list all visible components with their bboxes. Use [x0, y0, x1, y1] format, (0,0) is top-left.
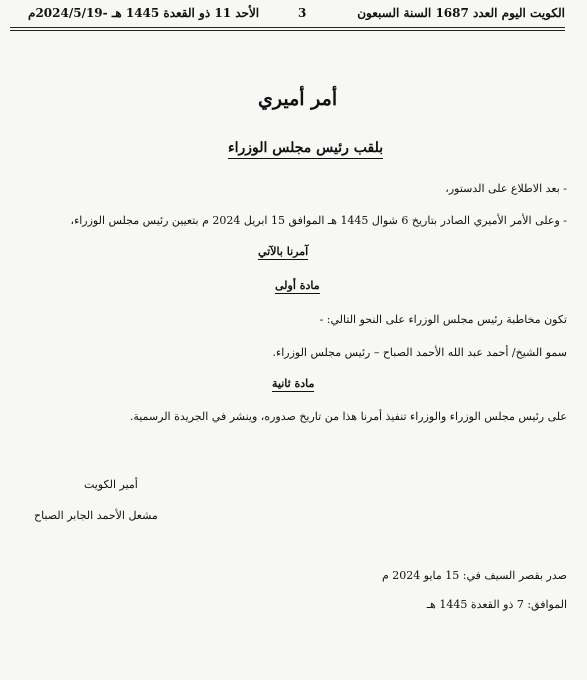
header-issue-info: الكويت اليوم العدد 1687 السنة السبعون [357, 6, 565, 20]
article-1-text: تكون مخاطبة رئيس مجلس الوزراء على النحو التالي: - [319, 313, 567, 326]
corresponding-date: الموافق: 7 ذو القعدة 1445 هـ [426, 598, 567, 611]
signature-title: أمير الكويت [84, 478, 138, 491]
header-page-number: 3 [298, 6, 307, 20]
article-2-label: مادة ثانية [272, 377, 315, 390]
preamble-constitution: - بعد الاطلاع على الدستور، [445, 182, 567, 195]
issued-date: صدر بقصر السيف في: 15 مايو 2024 م [381, 569, 567, 582]
signature-name: مشعل الأحمد الجابر الصباح [34, 509, 158, 522]
article-2-text: على رئيس مجلس الوزراء والوزراء تنفيذ أمرنا هذا من تاريخ صدوره، وينشر في الجريدة الرسمية. [129, 410, 567, 423]
preamble-decree: - وعلى الأمر الأميري الصادر بتاريخ 6 شوال 1445 هـ الموافق 15 ابريل 2024 م بتعيين رئيس مجلس الوزراء، [70, 214, 567, 227]
article-1-title: سمو الشيخ/ أحمد عبد الله الأحمد الصباح – رئيس مجلس الوزراء. [272, 346, 567, 359]
page-title: أمر أميري [258, 88, 338, 110]
header-rule-bottom [10, 30, 565, 31]
header-date: الأحد 11 ذو القعدة 1445 هـ -2024/5/19م [28, 6, 260, 20]
article-1-label: مادة أولى [275, 279, 320, 292]
page-subtitle: بلقب رئيس مجلس الوزراء [228, 140, 383, 159]
header-rule-top [10, 27, 565, 28]
decree-intro: آمرنا بالآتي [258, 245, 309, 258]
